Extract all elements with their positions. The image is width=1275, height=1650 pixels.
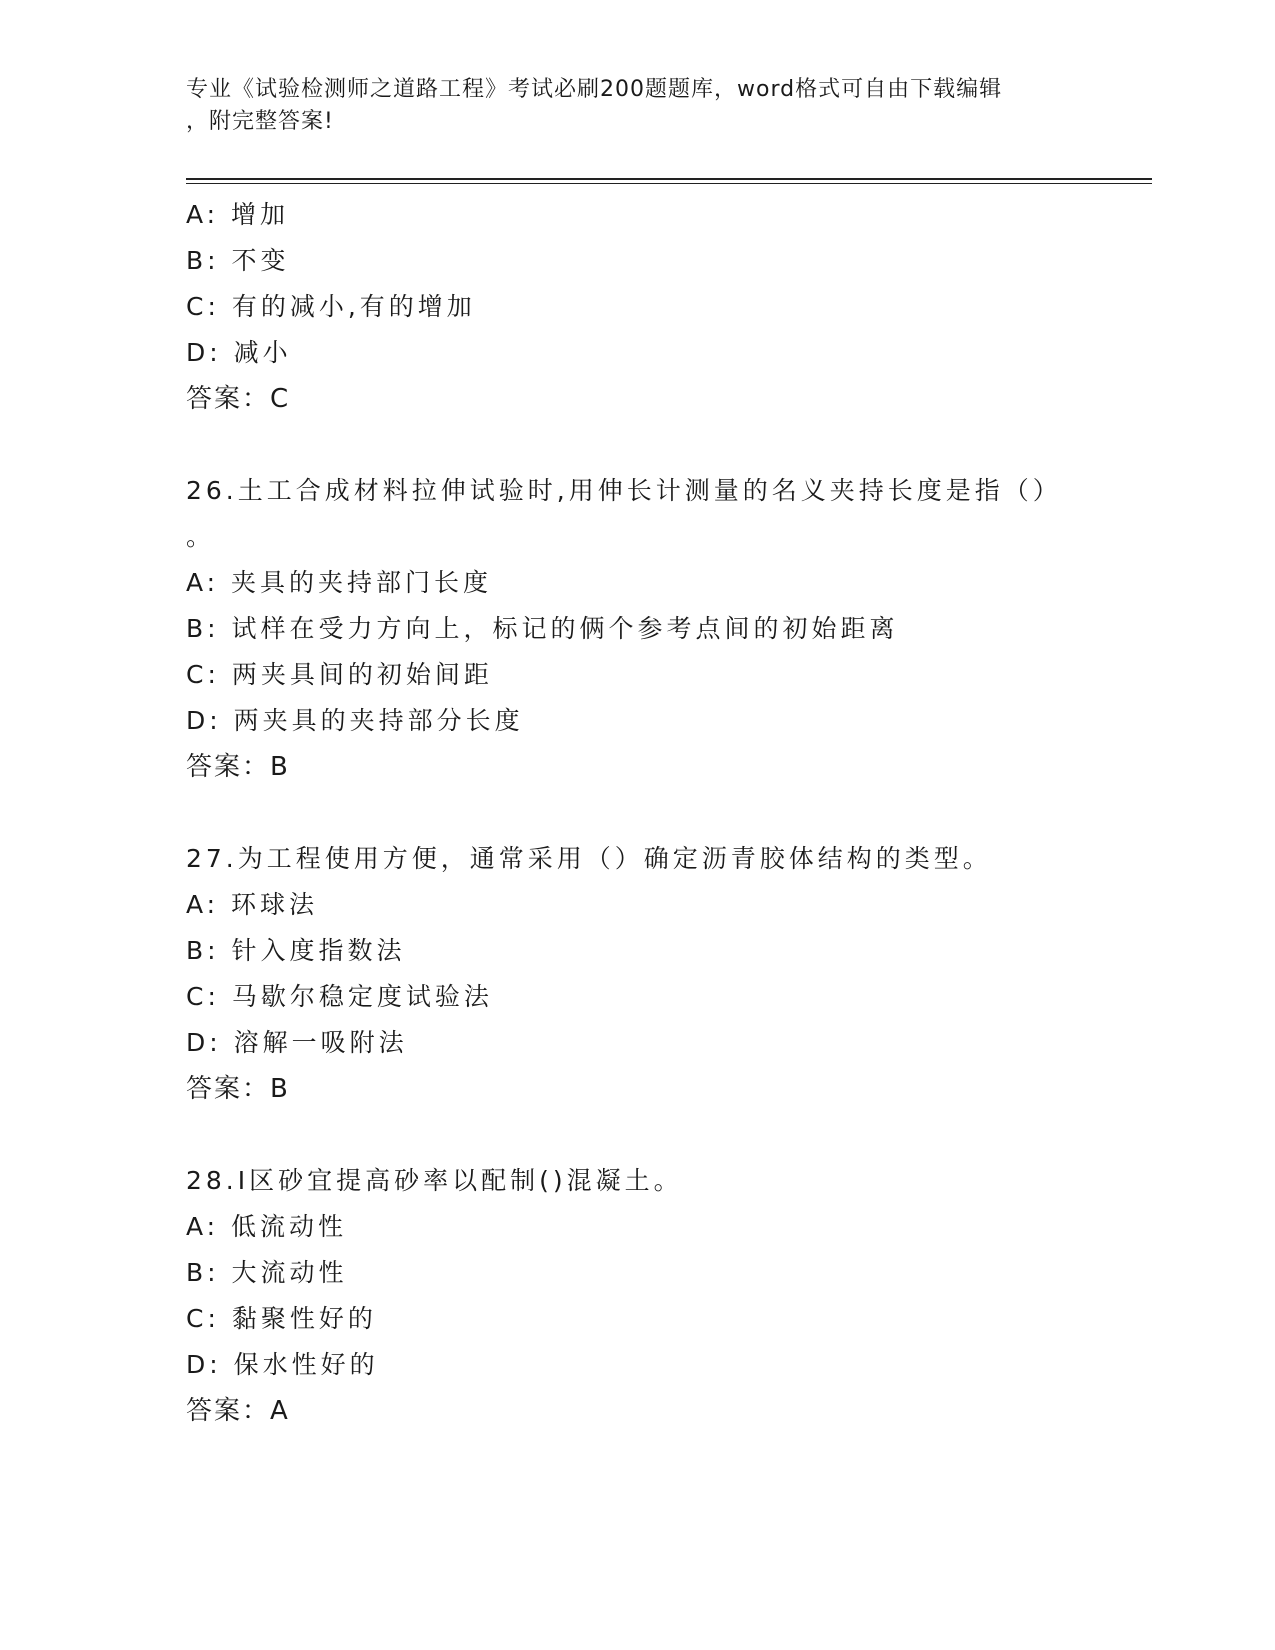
answer: 答案：A	[186, 1396, 290, 1426]
option-d: D: 两夹具的夹持部分长度	[186, 706, 524, 735]
header-divider-thick	[186, 178, 1152, 180]
question-list	[186, 192, 1146, 1434]
spacer	[186, 422, 1146, 468]
option-c: C: 马歇尔稳定度试验法	[186, 982, 493, 1011]
option-a: A: 夹具的夹持部门长度	[186, 568, 493, 597]
answer: 答案：B	[186, 1074, 290, 1104]
option-c: C: 两夹具间的初始间距	[186, 660, 493, 689]
question-title: 28.I区砂宜提高砂率以配制()混凝土。	[186, 1166, 683, 1195]
option-b: B: 大流动性	[186, 1258, 348, 1287]
question-title: 27.为工程使用方便，通常采用（）确定沥青胶体结构的类型。	[186, 844, 992, 873]
question-title-line2: 。	[186, 522, 216, 551]
question-28	[186, 1158, 1146, 1434]
header-title-line2: ，附完整答案!	[186, 109, 334, 134]
document-header	[186, 74, 1086, 138]
answer: 答案：C	[186, 384, 291, 414]
option-d: D: 保水性好的	[186, 1350, 379, 1379]
option-a: A: 低流动性	[186, 1212, 348, 1241]
question-27	[186, 836, 1146, 1112]
option-d: D: 减小	[186, 338, 292, 367]
option-a: A: 环球法	[186, 890, 319, 919]
option-d: D: 溶解一吸附法	[186, 1028, 408, 1057]
option-b: B: 试样在受力方向上，标记的俩个参考点间的初始距离	[186, 614, 899, 643]
option-b: B: 针入度指数法	[186, 936, 406, 965]
question-26	[186, 468, 1146, 790]
question-title-line1: 26.土工合成材料拉伸试验时,用伸长计测量的名义夹持长度是指（）	[186, 476, 1062, 505]
spacer	[186, 790, 1146, 836]
option-c: C: 有的减小,有的增加	[186, 292, 476, 321]
option-a: A: 增加	[186, 200, 290, 229]
question-25	[186, 192, 1146, 422]
answer: 答案：B	[186, 752, 290, 782]
header-title-line1: 专业《试验检测师之道路工程》考试必刷200题题库，word格式可自由下载编辑	[186, 77, 1003, 102]
option-b: B: 不变	[186, 246, 290, 275]
spacer	[186, 1112, 1146, 1158]
option-c: C: 黏聚性好的	[186, 1304, 377, 1333]
header-divider-thin	[186, 183, 1152, 184]
